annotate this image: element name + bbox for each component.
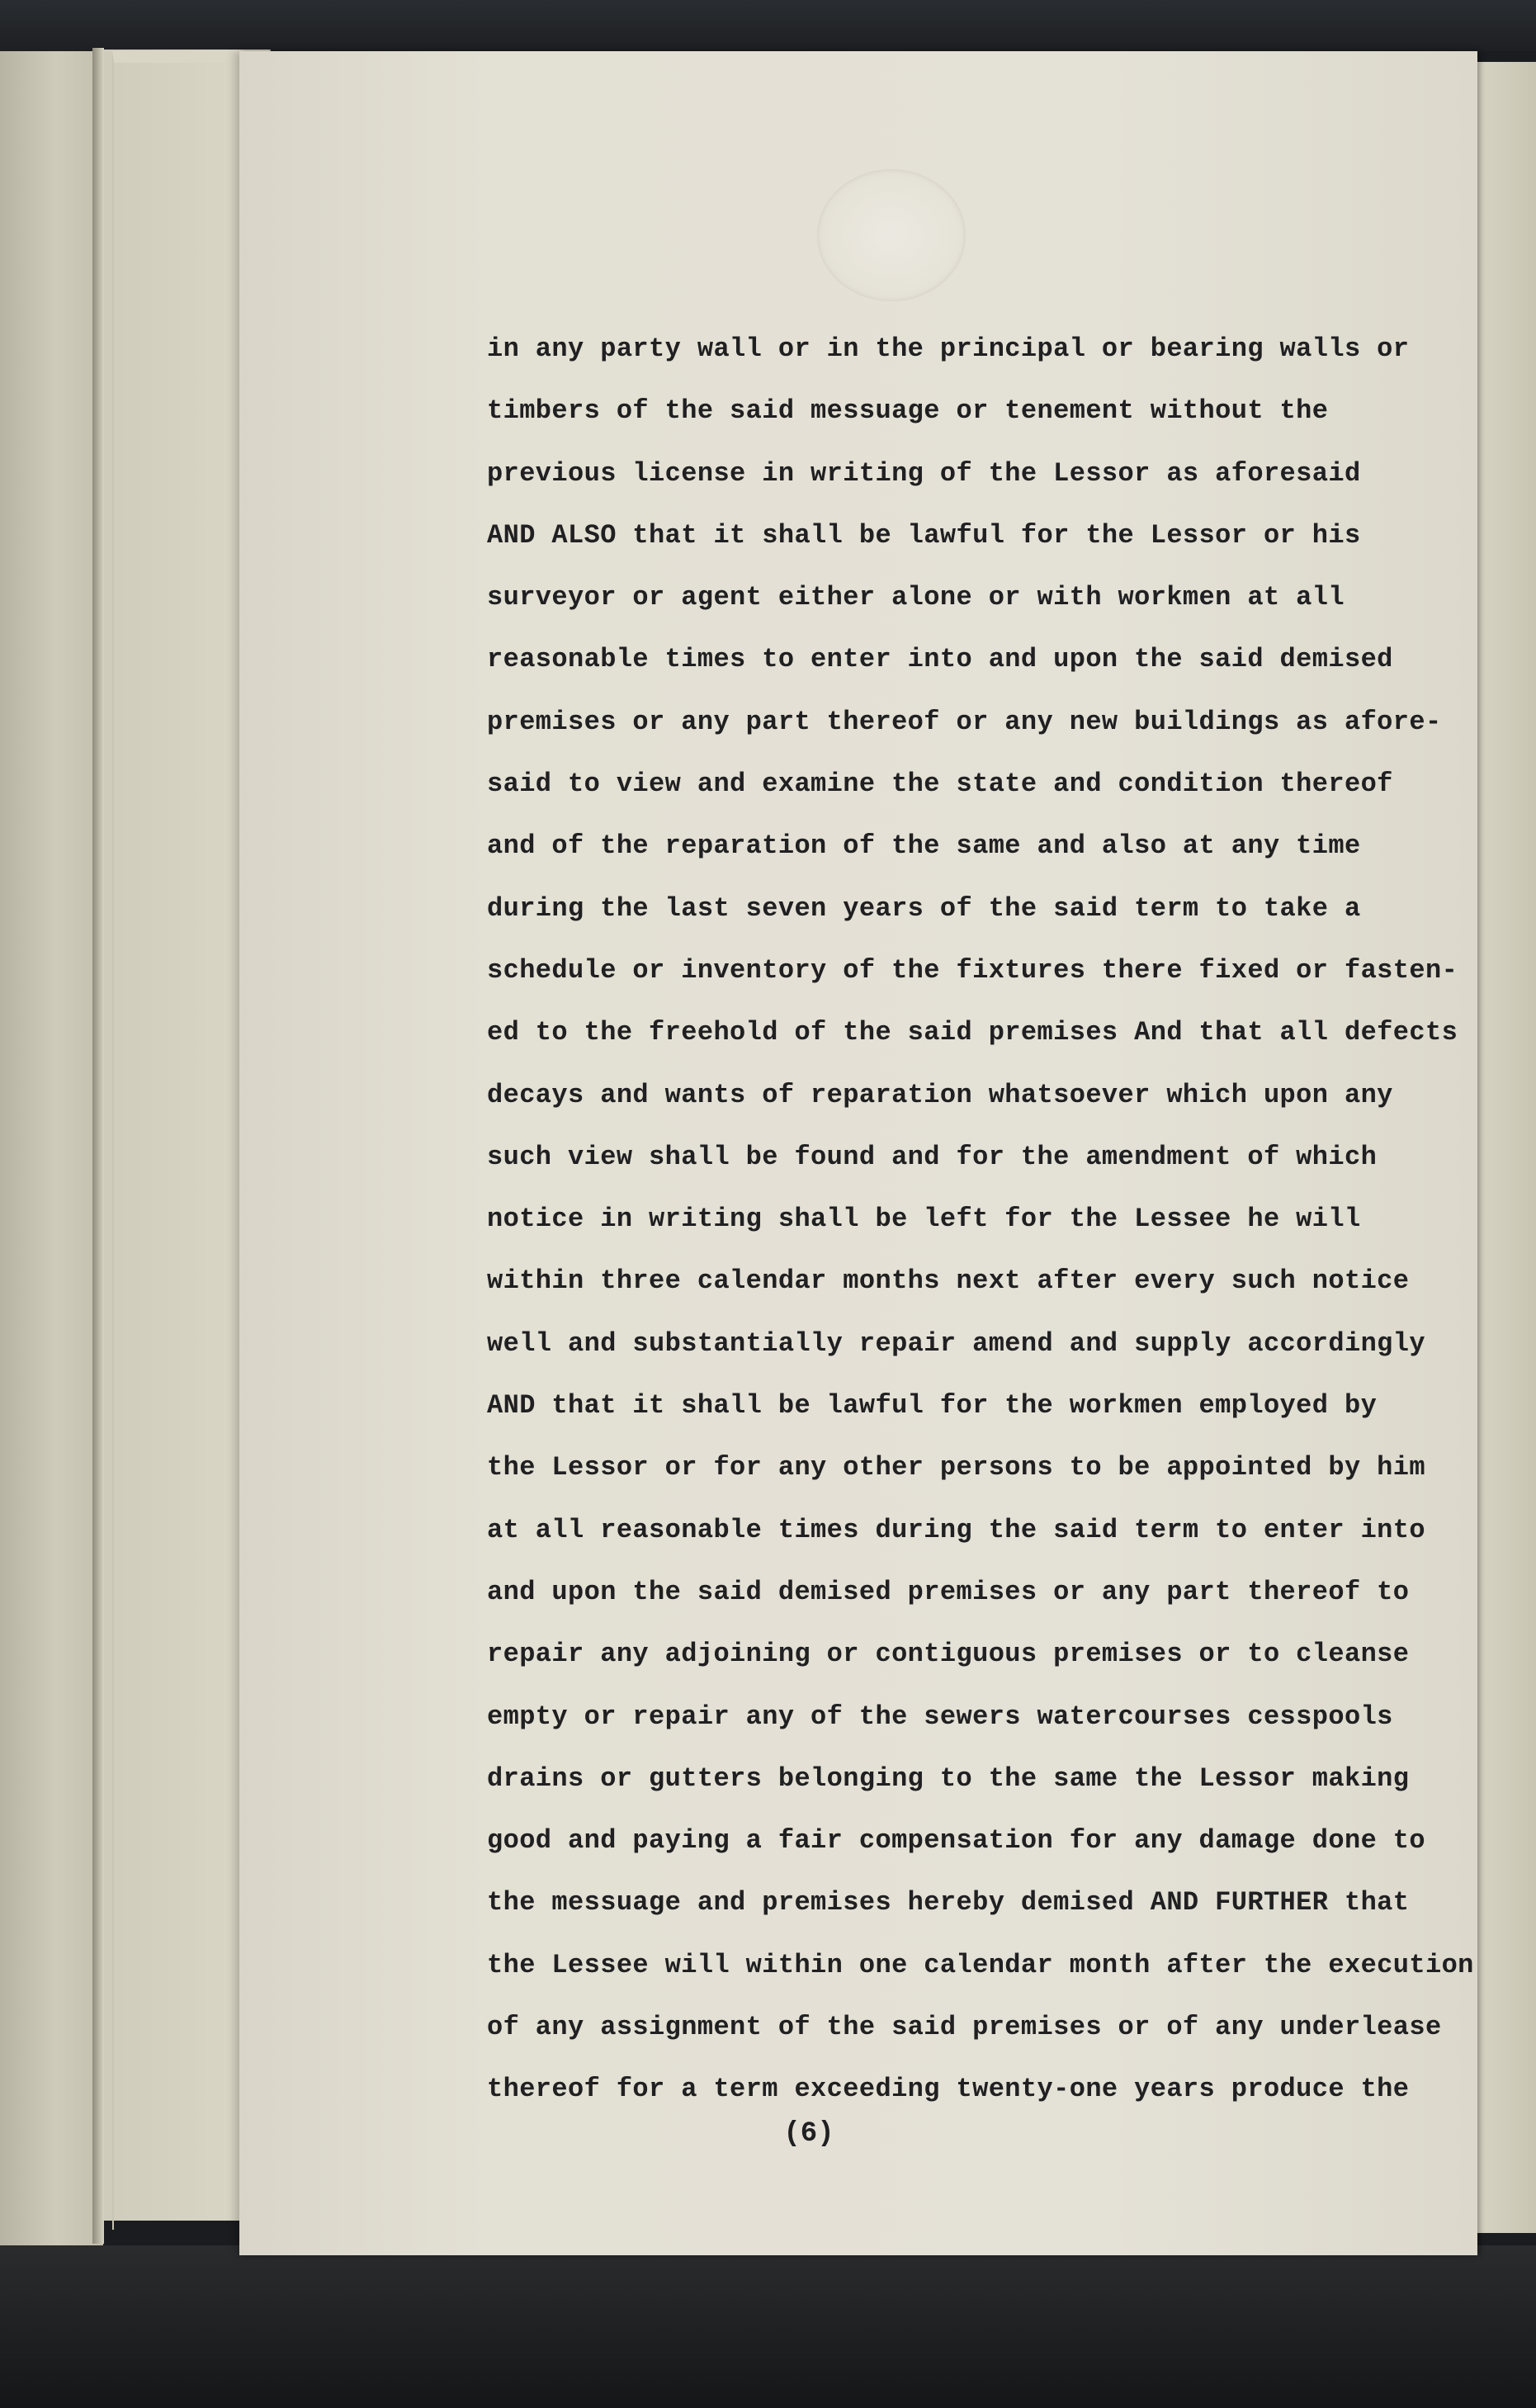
text-line: of any assignment of the said premises or of any underlease: [487, 2012, 1442, 2043]
text-line: premises or any part thereof or any new buildings as afore-: [487, 706, 1442, 737]
book-binding-bottom: [0, 2245, 1536, 2408]
text-line: previous license in writing of the Lessor as aforesaid: [487, 457, 1361, 489]
document-body: [487, 318, 1477, 2121]
text-line: and upon the said demised premises or any part thereof to: [487, 1576, 1410, 1607]
text-line: ed to the freehold of the said premises And that all defects: [487, 1017, 1458, 1048]
text-line: AND that it shall be lawful for the workmen employed by: [487, 1390, 1378, 1422]
text-line: decays and wants of reparation whatsoever which upon any: [487, 1079, 1393, 1110]
text-line: repair any adjoining or contiguous premises or to cleanse: [487, 1639, 1410, 1670]
text-line: good and paying a fair compensation for any damage done to: [487, 1825, 1425, 1857]
text-line: during the last seven years of the said term to take a: [487, 892, 1361, 924]
text-line: the messuage and premises hereby demised AND FURTHER that: [487, 1887, 1410, 1918]
embossed-seal: [817, 169, 966, 301]
text-line: such view shall be found and for the amendment of which: [487, 1141, 1378, 1172]
text-line: in any party wall or in the principal or bearing walls or: [487, 334, 1410, 364]
text-line: the Lessee will within one calendar month after the execution: [487, 1949, 1474, 1980]
text-line: reasonable times to enter into and upon the said demised: [487, 644, 1393, 675]
left-page-stack: [0, 51, 103, 2247]
left-page-edge: [92, 48, 104, 2244]
text-line: said to view and examine the state and condition thereof: [487, 769, 1393, 800]
text-line: AND ALSO that it shall be lawful for the Lessor or his: [487, 519, 1361, 551]
text-line: empty or repair any of the sewers watercourses cesspools: [487, 1701, 1393, 1732]
text-line: notice in writing shall be left for the Lessee he will: [487, 1204, 1361, 1235]
text-line: surveyor or agent either alone or with workmen at all: [487, 582, 1345, 613]
text-line: the Lessor or for any other persons to be appointed by him: [487, 1452, 1425, 1483]
book-binding-top: [0, 0, 1536, 51]
text-line: well and substantially repair amend and supply accordingly: [487, 1327, 1425, 1359]
page-number: (6): [783, 2118, 834, 2150]
text-line: and of the reparation of the same and also at any time: [487, 830, 1361, 862]
text-line: drains or gutters belonging to the same the Lessor making: [487, 1762, 1410, 1794]
text-line: thereof for a term exceeding twenty-one years produce the: [487, 2074, 1410, 2105]
text-line: schedule or inventory of the fixtures there fixed or fasten-: [487, 954, 1458, 986]
text-line: at all reasonable times during the said term to enter into: [487, 1514, 1425, 1545]
text-line: within three calendar months next after every such notice: [487, 1266, 1410, 1297]
text-line: timbers of the said messuage or tenement without the: [487, 395, 1329, 427]
